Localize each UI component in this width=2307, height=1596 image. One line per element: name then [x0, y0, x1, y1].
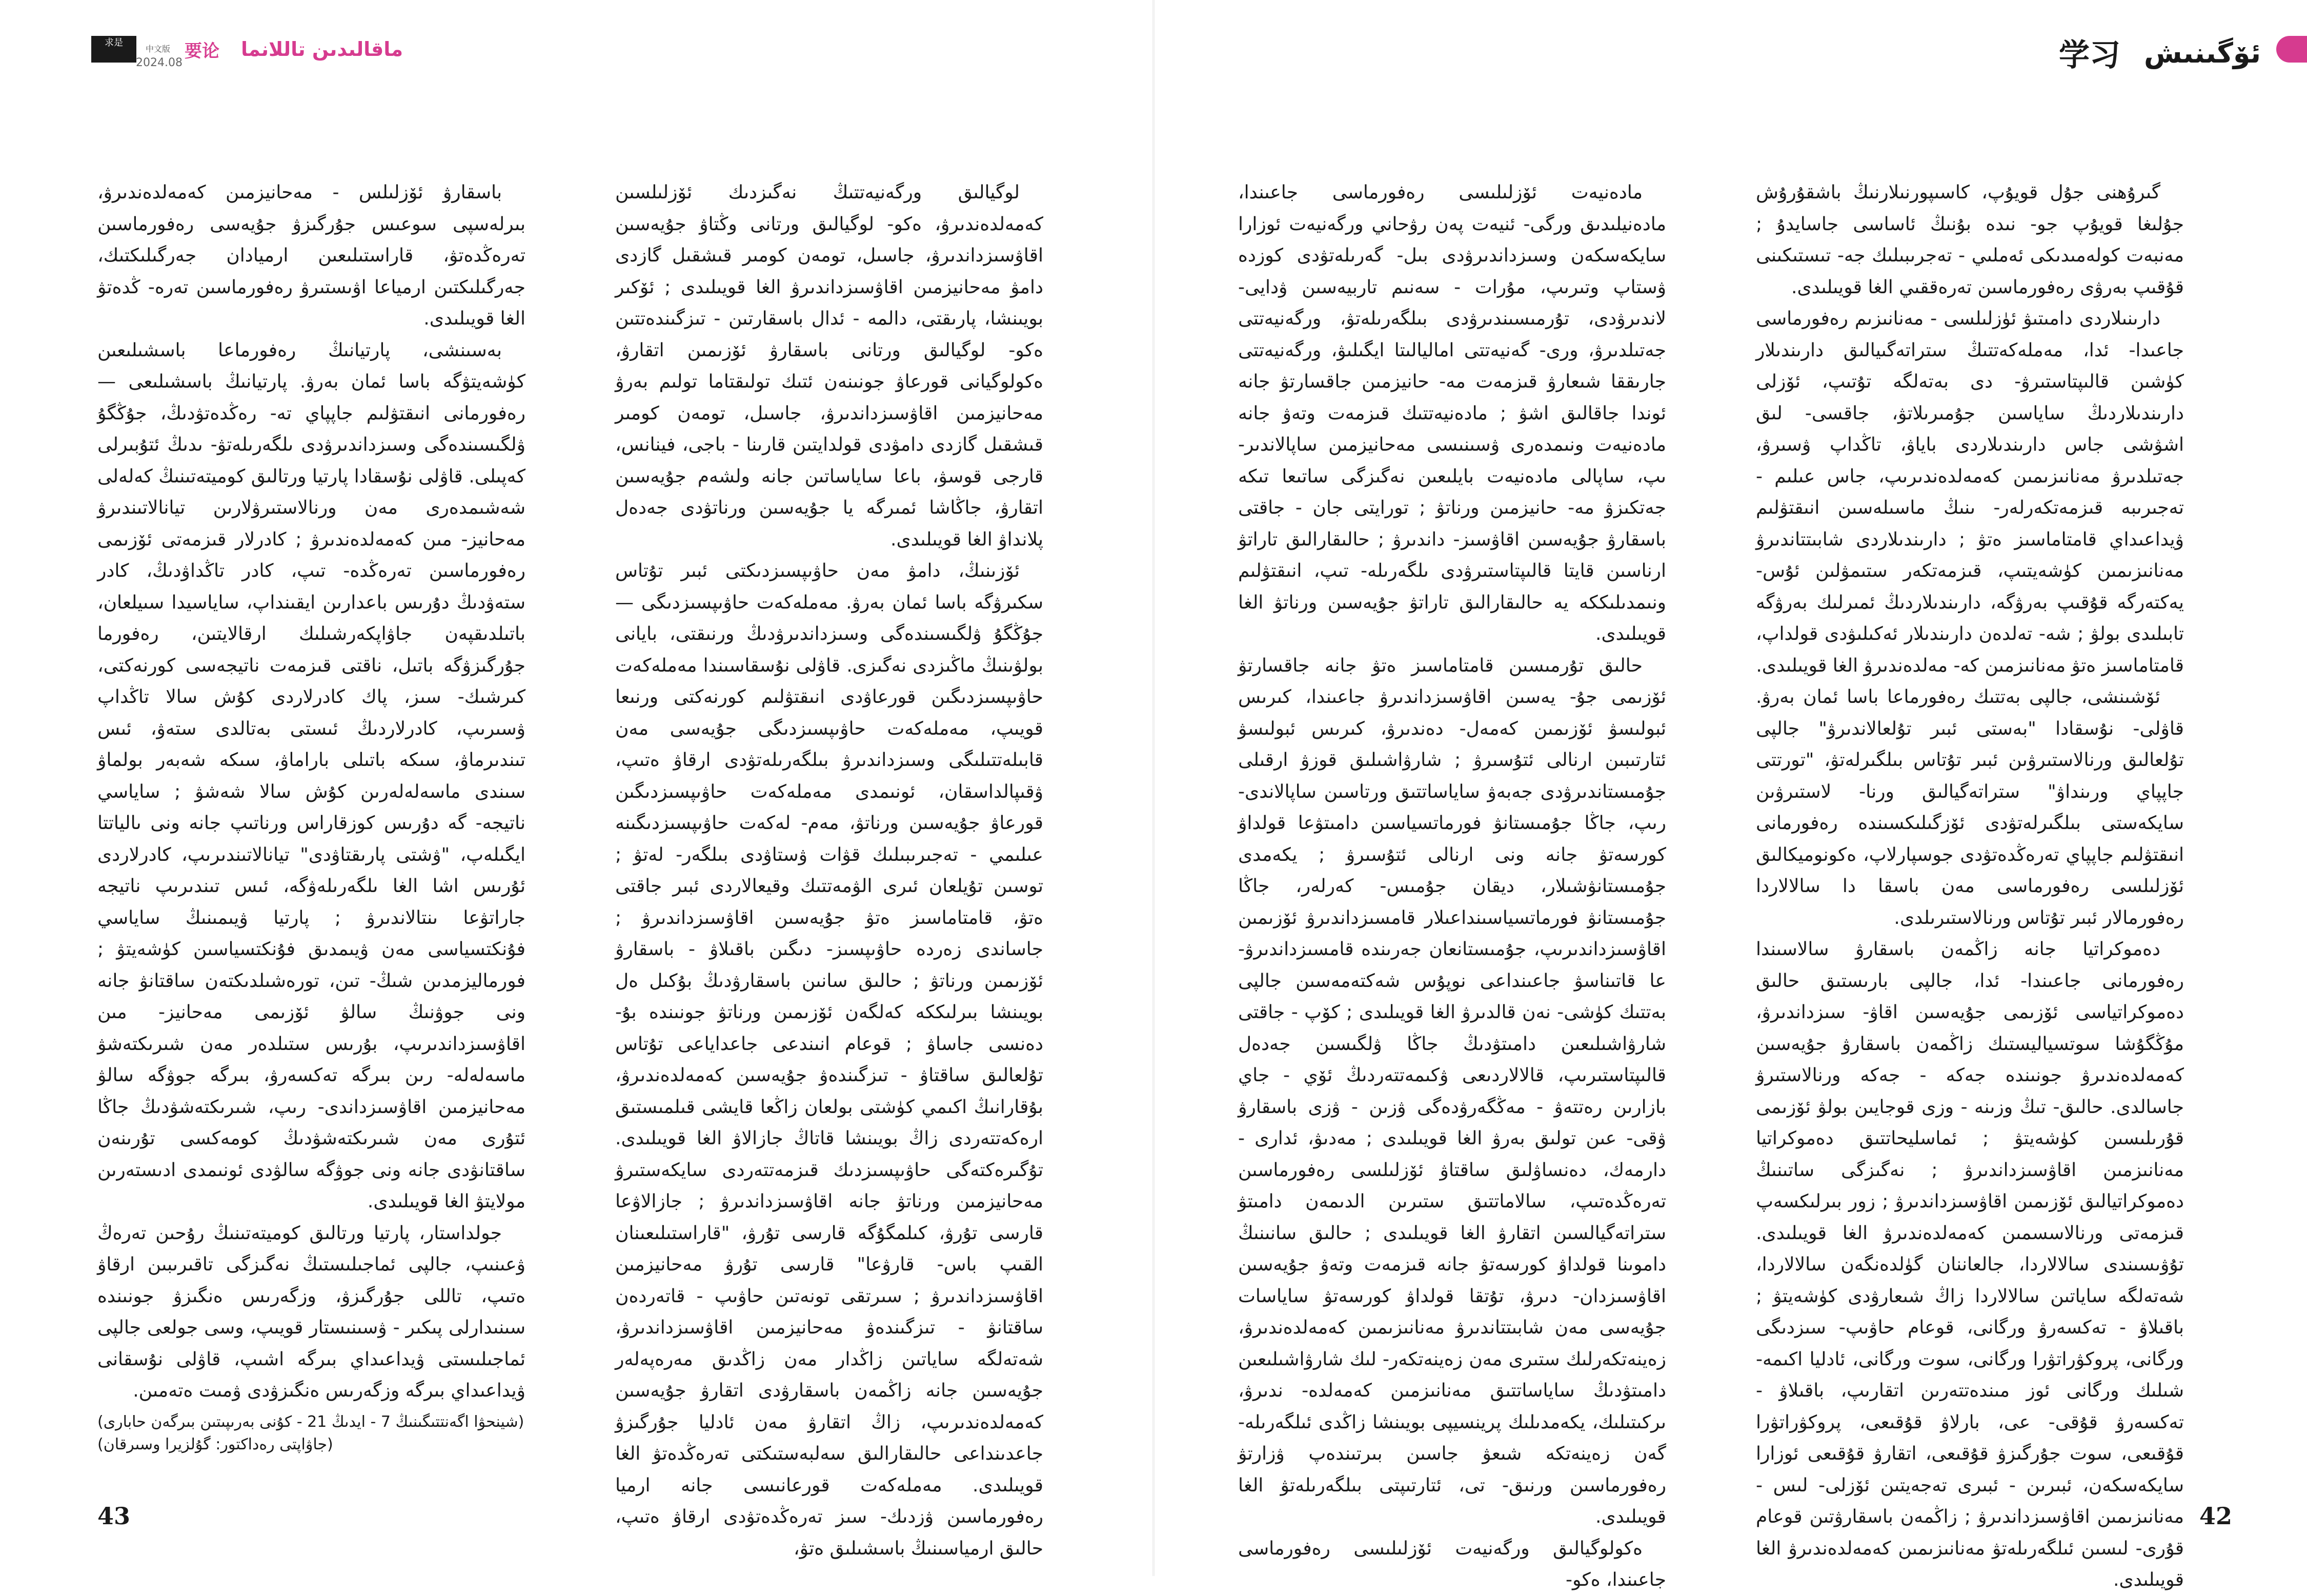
column-1 [1756, 177, 2184, 1596]
column-4 [97, 177, 525, 1456]
paragraph: مادەنيەت ئۆزلىلىسى رەفورماسى جاعىندا، مادەنيلىدىق ورگى- ئنيەت پەن رۋحاني ورگەنيەت ئوزارا سايكەسكەن وسىزداندىرۋدى بىل- گەرىلەتۋدى كوزدە ۋستاپ وتىرىپ، مۇرات - سەنىم تاربيەسىن ۋدايى- لاندىرۋدى، تۇرمىسىندىرۋدى بىلگەرىلەتۋ، ورگەنيەتتى جەتىلدىرۋ، ورى- گەنيەتتى اماليالىتا ايگىلىۋ، ورگەنيەتتى جارىققا شىعارۋ قىزمەت مە- حانيزمىن جاقسارتۋ جانە ئوندا جاقالىق اشۋ ; مادەنيەتتىك قىزمەت وتەۋ جانە مادەنيەت ونىمدەرى ۋسىنىسى مەحانيزمىن ساپالاندىر- ىپ، ساپالى مادەنيەت بايلىعىن نەگىزگى ساتىعا تىكە جەتكىزۋ مە- حانيزمىن ورناتۋ ; تورايتى جان - جاقتى باسقارۋ جۇيەسىن اقاۋسىز- داندىرۋ ; حالىقارالىق تاراتۋ ارناسىن قايتا قالىپتاستىرۋدى ىلگەرىلە- تىپ، انىقتۋلىم ونىمدىلىككە يە حالىقارالىق تاراتۋ جۇيەسىن ورناتۋ الغا قويىلىدى. [1238, 182, 1666, 644]
column-2 [1238, 177, 1666, 1596]
paragraph: ئۆزىنىڭ، دامۋ مەن حاۋىپسىزدىكتى ئبىر تۇتاس سكىرۋگە باسا ئمان بەرۋ. مەملەكەت حاۋىپسىزدىگى — جۇڭگۇ ۋلگىسىندەگى وسىزداندىرۋدىڭ ورنىقتى، بايانى بولۋىنىڭ ماڭىزدى نەگىزى. قاۋلى نۇسقاسىندا مەملەكەت حاۋىپسىزدىگىن قورعاۋدى انىقتۋلىم كورنەكتى ورنىعا قويىپ، مەملەكەت حاۋىپسىزدىگى جۇيەسى مەن قابىلەتتىلىگى وسىزداندىرۋ بىلگەرىلەتۋدى ارقاۋ ەتىپ، ۋقىپالداسقان، ئونىمدى مەملەكەت حاۋىپسىزدىگىن قورعاۋ جۇيەسىن ورناتۋ، مەم- لەكەت حاۋىپسىزدىگىنە عىلىمي - تەجىرىبىلىك قۋات ۋستاۋدى بىلگەر- لەتۋ ; توسىن تۇيلعان ئىرى الۋمەتتىك وقيعالاردى ئبىر جاقتى ەتۋ، قامتاماسىز ەتۋ جۇيەسىن اقاۋسىزداندىرۋ ; جاساندى زەردە حاۋىپسىز- دىگىن باقىلاۋ - باسقارۋ ئۆزىمىن ورناتۋ ; حالىق سانىن باسقارۋدىڭ بۇكىل ەل بويىنشا بىرلىككە كەلگەن ئۆزىمىن ورناتۋ جونىندە بۇ- دەنسى جاساۋ ; قوعام انىندعى جاعداياعى تۇتاس تۇلعالىق ساقتاۋ - تىزگىندەۋ جۇيەسىن كەمەلدەندىرۋ، بۇقارانىڭ اكىمي كۈشتى بولعان زاڭعا قايشى قىلمىستىق ارەكەتتەردى زاڭ بويىنشا قاتاڭ جازالاۋ الغا قويىلىدى. تۇگىرەكتەگى حاۋىپسىزدىك قىزمەتتەردى سايكەستىرۋ مەحانيزمىن ورناتۋ جانە اقاۋسىزداندىرۋ ; جازالاۋعا قارسى تۇرۋ، كىلمگۇگە قارسى تۇرۋ، "قاراستىلىعىنان القىپ باس- قارۋعا" قارسى تۇرۋ مەحانيزمىن اقاۋسىزداندىرۋ ; سىرتقى تونەتىن حاۋىپ - قاتەردەن ساقتانۋ - تىزگىندەۋ مەحانيزمىن اقاۋسىزداندىرۋ، شەتەلگە ساياتىن زاڭدار مەن زاڭدىق مەرەپەلەر جۇيەسىن جانە زاڭمەن باسقارۋدى اتقارۋ جۇيەسىن كەمەلدەندىرىپ، زاڭ اتقارۋ مەن ئادليا جۇرگىزۋ جاعدىنداعى حالىقارالىق سەلبەستىكتى تەرەڭدەتۋ الغا قويىلىدى. مەملەكەت قورعانىسى جانە ارميا رەفورماسىن ۋزدىك- سىز تەرەڭدەتۋدى ارقاۋ ەتىپ، حالىق ارمياسىنىڭ باسشىلىق ەتۋ، [615, 560, 1043, 1559]
column-3 [615, 177, 1043, 1564]
paragraph: جولداستار، پارتيا ورتالىق كوميتەتىنىڭ رۇحىن تەرەڭ ۋعىنىپ، جالپى ئماجىلىستىڭ نەگىزگى تاقىرىبىن ارقاۋ ەتىپ، تاللى جۇرگىزۋ، وزگەرىس ەنگىزۋ جونىندە سىنىدارلى پىكىر - ۋسىنىستار قويىپ، وسى جولعى جالپى ئماجىلىستى ۋيداعىداي بىرگە اشىپ، قاۋلى نۇسقانى ۋيداعىداي بىرگە وزگەرىس ەنگىزۋدى ۋمىت ەتەمىن. [97, 1222, 525, 1401]
paragraph: گىرۇھنى جۇل قويۇپ، كاسىپورنىلارنىڭ باشقۇرۇش جۇلىغا قويۇپ جو- نىدە بۇنىڭ ئاساسى جاسايدۇ ; مەنبەت كولەمىدىكى ئەملىي - تەجرىبىلىك جە- تىستىكىنى قۇقىپ بەرۋى رەفورماسىن تەرەققىي الغا قويىلىدى. [1756, 182, 2184, 298]
issue-date: 2024.08 [136, 56, 183, 69]
right-header [2059, 31, 2261, 75]
magazine-logo [91, 36, 136, 63]
magazine-logo-text: 求是 [105, 37, 123, 48]
section-tab [2276, 36, 2307, 63]
section-title: ماقالىدىن تاللانما [241, 38, 403, 60]
paragraph: حالىق تۇرمىسىن قامتاماسىز ەتۋ جانە جاقسارتۋ ئۆزىمى جۇ- يەسىن اقاۋسىزداندىرۋ جاعىندا، كىرىس ئبولىسۋ ئۆزىمىن كەمەل- دەندىرۋ، كىرىس ئبولىسۋ ئتارتىبىن ارنالى ئتۇسىرۋ ; شارۋاشىلىق قوزۋ ارقىلى جۇمىستاندىرۋدى جەبەۋ ساياساتتىق ورتاسىن ساپالاندى- رىپ، جاڭا جۇمىستانۋ فورماتسياسىن دامىتۋعا قولداۋ كورسەتۋ جانە ونى ارنالى ئتۇسىرۋ ; يكەمدى جۇمىستانۋشىلار، ديقان جۇمىس- كەرلەر، جاڭا جۇمىستانۋ فورماتسياسىنداعىلار قامسىزداندىرۋ ئۆزىمىن اقاۋسىزداندىرىپ، جۇمىستانعان جەرىندە قامسىزداندىرۋ- عا قاتىناسۋ جاعىنداعى نوپۇس شەكتەمەسىن جالپى بەتتىك كۈشى- نەن قالدىرۋ الغا قويىلىدى ; كۆپ - جاقتى شارۋاشىلىعىن دامىتۋدىڭ جاڭا ۋلگىسىن جەدەل قالىپتاستىرىپ، قالالاردىعى ۋكىمەتتەردىڭ ئۆي - جاي بازارىن رەتتەۋ - مەڭگەرۋدەگى ۋزىن - ۋزى باسقارۋ ۋقى- عىن تولىق بەرۋ الغا قويىلىدى ; مەدىۋ، ئدارى - دارمەك، دەنساۋلىق ساقتاۋ ئۆزلىلسى رەفورماسىن تەرەڭدەتىپ، سالاماتتىق ستىرىن الدىمەن دامىتۋ ستراتەگيالسىن اتقارۋ الغا قويىلىدى ; حالىق سانىنىڭ داموىنا قولداۋ كورسەتۋ جانە قىزمەت وتەۋ جۇيەسىن اقاۋسىزدان- دىرۋ، تۇتقا قولداۋ كورسەتۋ ساياسات جۇيەسى مەن شابىتتاندىرۋ مەنانىزىمىن كەمەلدەندىرۋ، زەينەتكەرلىك ستىرى مەن زەينەتكەر- لىك شارۋاشىلىعىن دامىتۋدىڭ ساياساتتىق مەنانىزمىن كەمەلدە- ندىرۋ، ىركىتىلىك، يكەمدىلىك پرينسيپى بويىنشا زاڭدى ئىلگەرىلە- گەن زەينەتكە شىعۋ جاسىن بىرتىندەپ ۋزارتۋ رەفورماسىن ورنىق- تى، ئتارتىپتى بىلگەرىلەتۋ الغا قويىلىدى. [1238, 655, 1666, 1527]
column-name: 要论 [185, 41, 219, 62]
paragraph: لوگيالىق ورگەنيەتتىڭ نەگىزدىك ئۆزلىلسىن كەمەلدەندىرۋ، ەكو- لوگيالىق ورتانى وڭتاۋ جۇيەسىن اقاۋسىزداندىرۋ، جاسىل، تومەن كومىر قىشقىل گازدى دامۋ مەحانيزمىن اقاۋسىزداندىرۋ الغا قويىلىدى ; ئۆكىر بويىنشا، پارىقتى، دالمە - ئدال باسقارتىن - تىزگىندەتتىن ەكو- لوگيالىق ورتانى باسقارۋ ئۆزىمىن اتقارۋ، ەكولوگيانى قورعاۋ جونىنەن ئتىك تولىقتاما تولىم بەرۋ مەحانيزمىن اقاۋسىزداندىرۋ، جاسىل، تومەن كومىر قىشقىل گازدى دامۋدى قولدايتىن قارىنا - باجى، فينانس، قارجى قوسۋ، باعا ساياساتىن جانە ولشەم جۇيەسىن اتقارۋ، جاڭاشا ئمىرگە يا جۇيەسىن ورناتۋدى جەدەل پلانداۋ الغا قويىلىدى. [615, 182, 1043, 550]
page-number-right: 42 [2199, 1502, 2233, 1530]
paragraph: دارىنىلاردى دامىتىۋ ئۈزلىلسى - مەنانىزىم رەفورماسى جاعىدا- ئدا، مەملەكەتتىڭ ستراتەگىيالىق دارىندىلار كۈشىن قالىپتاستىرۋ- دى بەتەلگە تۇتىپ، ئۆزلى دارىندىلاردىڭ ساياسىن جۇمىرىلاتۋ، جاقسى- لىق اشۋشى جاس دارىندىلاردى باياۋ، تاڭداپ ۋسىرۋ، جەتىلدىرۋ مەنانىزىمىن كەمەلدەندىرىپ، جاس عىلىم - تەجىرىبە قىزمەتكەرلەر- ىنىڭ ماسىلەسىن انىقتۋلىم ۋيداعىداي قامتاماسىز ەتۋ ; دارىندىلاردى شابىتتاندىرۋ مەنانىزىمىن كۈشەيتىپ، قىزمەتكەر ستىمۋلىن ئۇس- يەكتەرگە قۇقىپ بەرۋگە، دارىندىلاردىڭ ئمىرلىك بەرۋگە تابىلىدى بولۋ ; شە- تەلدەن دارىندىلار ئەكىلىۋدى قولداپ، قامتاماسىز ەتۋ مەنانىزمىن كە- مەلدەندىرۋ الغا قويىلىدى. [1756, 308, 2184, 676]
left-page [0, 0, 1154, 1576]
paragraph: ەكولوگيالىق ورگەنيەت ئۆزلىلىسى رەفورماسى جاعىندا، ەكو- [1238, 1538, 1666, 1590]
paragraph: بەسىنشى، پارتيانىڭ رەفورماعا باسشىلىعىن كۈشەيتۋگە باسا ئمان بەرۋ. پارتيانىڭ باسشىلىعى — رەفورمانى انىقتۋلىم جاپپاي تە- رەڭدەتۋدىڭ، جۇڭگۇ ۋلگىسىندەگى وسىزداندىرۋدى ىلگەرىلەتۋ- ىدىڭ ئتۇبىرلى كەپىلى. قاۋلى نۇسقادا پارتيا ورتالىق كوميتەتىنىڭ كەلەلى شەشىمدەرى مەن ورنالاستىرۋلارىن تيانالاتىندىرۋ مەحانيز- مىن كەمەلدەندىرۋ ; كادرلار قىزمەتى ئۆزىمى رەفورماسىن تەرەڭدە- تىپ، كادر تاڭداۋدىڭ، كادر ستەۋدىڭ دۇرىس باعدارىن ايقىنداپ، ساياسيدا سىيلعان، باتىلدىقپەن جاۋاپكەرشىلىك ارقالايتىن، رەفورما جۇرگىزۋگە باتىل، ناقتى قىزمەت ناتيجەسى كورنەكتى، كىرشىك- سىز، پاك كادرلاردى كۇش سالا تاڭداپ ۋسىرىپ، كادرلاردىڭ ئىستى بەتالدى ستەۋ، ئىس تىندىرماۋ، سىكە باتىلى باراماۋ، سىكە شەبەر بولماۋ سىندى ماسەلەلەرىن كۇش سالا شەشۋ ; ساياسي ناتيجە- گە دۇرىس كوزقاراس ورناتىپ جانە ونى ىالياتتا ايگىلەپ، "ۋشتى پارىقتاۋدى" تيانالاتىندىرىپ، كادرلاردى ئۇرىس اشا الغا ىلگەرىلەۋگە، ئىس تىندىرىپ ناتيجە جاراتۋعا ىنتالاندىرۋ ; پارتيا ۋيىمىنىڭ ساياسي فۇنكتسياسى مەن ۋيىمدىق فۇنكتسياسىن كۈشەيتۋ ; فورماليزمدىن شىڭ- تىن، تورەشىلدىكتەن ساقتانۋ جانە ونى جوۋنىڭ سالۋ ئۆزىمى مەحانيز- مىن اقاۋسىزداندىرىپ، بۇرىس ستىلدەر مەن شىرىكتەشۋ ماسەلەلە- رىن بىرگە تەكسەرۋ، بىرگە جوۋگە سالۋ مەحانيزمىن اقاۋسىزداندى- رىپ، شىرىكتەشۋدىڭ جاڭا ئتۇرى مەن شىرىكتەشۋدىڭ كومەكسى تۇرىنەن ساقتانۋدى جانە ونى جوۋگە سالۋدى ئونىمدى ادىستەرىن مولايتۋ الغا قويىلىدى. [97, 339, 525, 1212]
magazine-sub: 中文版 [146, 44, 171, 54]
header-title-uy: ئۆگىنىش [2144, 36, 2261, 69]
credit-editor: (جاۋاپتى رەداكتور: گۇلزيرا وسىرقان) [97, 1435, 333, 1453]
credit-source: (شينحۋا اگەنتتىگىنىڭ 7 - ايدىڭ 21 - كۇنى بەرىپىتىن بىرگەن حابارى) [97, 1412, 524, 1431]
page-number-left: 43 [97, 1502, 131, 1530]
paragraph: باسقارۋ ئۆزلىلس - مەحانيزمىن كەمەلدەندىرۋ، بىرلەسپى سوعىس جۇرگىزۋ جۇيەسى رەفورماسىن تەرەڭدەتۋ، قاراستىلىعىن ارميادان جەرگىلىكتىك، جەرگىلىكتىن ارمياعا اۋىستىرۋ رەفورماسىن تەرە- ڭدەتۋ الغا قويىلىدى. [97, 182, 525, 329]
paragraph: ئۆشىنشى، جالپى بەتتىك رەفورماعا باسا ئمان بەرۋ. قاۋلى- نۇسقادا "بەستى ئبىر تۇلعالاندىرۋ" جالپى تۇلعالىق ورنالاستىرۋىن ئبىر تۇتاس بىلگىرلەتۋ، "تورتتى جاپپاي ورىنداۋ" ستراتەگيالىق ورنا- لاستىرۋىن سايكەستى بىلگىرلەتۋدى ئۆزگىلىكسىندە رەفورمانى انىقتۋلىم جاپپاي تەرەڭدەتۋدى جوسپارلاپ، ەكونوميكالىق ئۆزلىلسى رەفورماسى مەن باسقا دا سالالاردا رەفورمالار ئبىر تۇتاس ورنالاستىرىلدى. [1756, 686, 2184, 928]
right-page [1154, 0, 2307, 1590]
paragraph: دەموكراتيا جانە زاڭمەن باسقارۋ سالاسىندا رەفورمانى جاعىندا- ئدا، جالپى بارىستىق حالىق دەموكراتياسى ئۆزىمى جۇيەسىن اقاۋ- سىزداندىرۋ، مۇڭگۇشا سوتسياليستىك زاڭمەن باسقارۋ جۇيەسىن كەمەلدەندىرۋ جونىندە جەكە - جەكە ورنالاستىرۋ جاسالدى. حالىق- تىڭ وزىنە - وزى قوجايىن بولۋ ئۆزىمى قۇرىلىسىن كۈشەيتۋ ; ئماسليحاتتىق دەموكراتيا مەنانىزمىن اقاۋسىزداندىرۋ ; نەگىزگى ساتىنىڭ دەموكراتيالىق ئۆزىمىن اقاۋسىزداندىرۋ ; زور بىرلىكسەپ قىزمەتى ورنالاسسمىن كەمەلدەندىرۋ الغا قويىلىدى. تۇۋىسىندى سالالاردا، جالعاننان گۈلدەنگەن سالالاردا، شەتەلگە ساياتىن سالالاردا زاڭ شىعارۋدى كۈشەيتۋ ; باقىلاۋ - تەكسەرۋ ورگانى، قوعام حاۋىپ- سىزدىگى ورگانى، پروكۋراتۋرا ورگانى، سوت ورگانى، ئادليا اكىمە- شىلىك ورگانى ئوز مىندەتتەرىن اتقارىپ، باقىلاۋ - تەكسەرۋ قۇقى- عى، بارلاۋ قۇقىعى، پروكۋراتۋرا قۇقىعى، سوت جۇرگىزۋ قۇقىعى، اتقارۋ قۇقىعى ئوزارا سايكەسكەن، ئبىرىن - ئبىرى تەجەيتىن ئۆزلى- لىس - مەنانىزىمىن اقاۋسىزداندىرۋ ; زاڭمەن باسقارۋتىن قوعام قۇرى- لىسىن ئىلگەرىلەتۋ مەنانىزىمىن كەمەلدەندىرۋ الغا قويىلىدى. [1756, 939, 2184, 1590]
header-title-cn: 学习 [2059, 37, 2120, 73]
credit-block [97, 1411, 525, 1456]
